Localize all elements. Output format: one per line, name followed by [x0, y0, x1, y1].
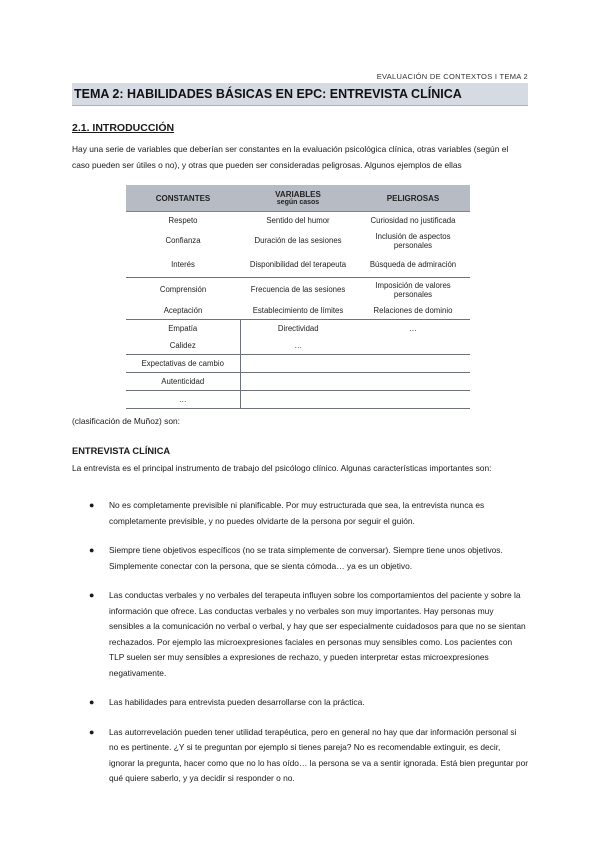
header-variables	[240, 185, 356, 212]
document-title: TEMA 2: HABILIDADES BÁSICAS EN EPC: ENTREVISTA CLÍNICA	[74, 87, 462, 101]
table-cell: Imposición de valores personales	[375, 280, 451, 299]
table-header-row	[126, 185, 470, 212]
table-cell: Confianza	[165, 236, 201, 246]
classification-note: (clasificación de Muñoz) son:	[72, 416, 180, 426]
table-cell: Búsqueda de admiración	[356, 253, 470, 278]
table-cell: Establecimiento de límites	[240, 302, 356, 320]
bullet-icon: ●	[89, 590, 95, 600]
table-cell: Empatía	[126, 320, 240, 338]
table-cell: Respeto	[168, 215, 198, 225]
table-cell	[240, 373, 356, 391]
list-item-text: Las habilidades para entrevista pueden desarrollarse con la práctica.	[109, 697, 365, 707]
characteristics-list	[72, 498, 528, 801]
header-variables-sub: según casos	[276, 199, 320, 206]
table-row	[126, 373, 470, 391]
table-row	[126, 320, 470, 338]
table-cell: Relaciones de dominio	[356, 302, 470, 320]
list-item-text: Las conductas verbales y no verbales del terapeuta influyen sobre los comportamientos del paciente y sobre la información que ofrece. Las conductas verbales y no verbales son muy importantes. Hay personas muy sensibles a la comunicación no verbal o verbal, y hay que ser especialmente cuidadosos para que no se sientan rechazados. Por ejemplo las microexpresiones faciales en personas muy sensibles como. Los pacientes con TLP suelen ser muy sensibles a expresiones de rechazo, y pueden interpretar estas microexpresiones negativamente.	[109, 590, 526, 678]
header-constantes: CONSTANTES	[126, 185, 240, 212]
table-cell: …	[409, 323, 417, 333]
running-header: EVALUACIÓN DE CONTEXTOS I TEMA 2	[376, 72, 528, 81]
header-variables-label: VARIABLES	[275, 190, 321, 199]
bullet-icon: ●	[89, 500, 95, 510]
bullet-icon: ●	[89, 545, 95, 555]
list-item-text: No es completamente previsible ni planificable. Por muy estructurada que sea, la entrevista nunca es completamente previsible, y no puedes olvidarte de la persona por seguir el guión.	[109, 500, 485, 526]
table-cell: …	[126, 391, 240, 409]
table-row	[126, 229, 470, 253]
table-row	[126, 337, 470, 355]
title-band	[72, 83, 528, 106]
table-cell	[240, 355, 356, 373]
list-item-text: Siempre tiene objetivos específicos (no se trata simplemente de conversar). Siempre tiene unos objetivos. Simplemente conectar con la persona, que se sienta cómoda… ya es un objetivo.	[109, 545, 503, 571]
table-cell: Sentido del humor	[266, 215, 330, 225]
table-row	[126, 212, 470, 230]
table-cell: Inclusión de aspectos personales	[375, 231, 451, 250]
list-item	[72, 695, 528, 711]
list-item-text: Las autorrevelación pueden tener utilidad terapéutica, pero en general no hay que dar información personal si no es pertinente. ¿Y si te preguntan por ejemplo si tienes pareja? No es recomendable extinguir, es decir, ignorar la pregunta, hacer como que no lo has oído… la persona se va a sentir ignorada. Está bien preguntar por qué quiere saberlo, y ya decidir si responder o no.	[109, 726, 529, 783]
entrevista-heading: ENTREVISTA CLÍNICA	[72, 446, 171, 456]
variables-table	[126, 185, 470, 409]
table-cell: Autenticidad	[126, 373, 240, 391]
intro-paragraph: Hay una serie de variables que deberían ser constantes en la evaluación psicológica clínica, otras variables (según el caso pueden ser útiles o no), y otras que pueden ser consideradas peligrosas. Algunos ejemplos de ellas	[72, 144, 509, 170]
list-item	[72, 498, 528, 529]
table-cell: Expectativas de cambio	[126, 355, 240, 373]
table-row	[126, 278, 470, 303]
entrevista-lead: La entrevista es el principal instrumento de trabajo del psicólogo clínico. Algunas características importantes son:	[72, 463, 492, 473]
table-cell: Disponibilidad del terapeuta	[240, 253, 356, 278]
table-cell: Comprensión	[159, 285, 207, 295]
bullet-icon: ●	[89, 697, 95, 707]
section-heading: 2.1. INTRODUCCIÓN	[72, 122, 175, 134]
table-cell: Interés	[126, 253, 240, 278]
table-cell: Duración de las sesiones	[254, 236, 342, 246]
table-cell: Aceptación	[126, 302, 240, 320]
table-cell: …	[240, 337, 356, 355]
table-row	[126, 253, 470, 278]
table-cell: Calidez	[126, 337, 240, 355]
list-item	[72, 543, 528, 574]
table-cell	[356, 355, 470, 373]
table-row	[126, 302, 470, 320]
table-cell	[356, 391, 470, 409]
header-peligrosas: PELIGROSAS	[356, 185, 470, 212]
table-cell	[356, 373, 470, 391]
table-cell: Frecuencia de las sesiones	[250, 285, 346, 295]
table-cell: Curiosidad no justificada	[370, 215, 456, 225]
table-cell	[356, 337, 470, 355]
table-cell: Directividad	[277, 323, 319, 333]
list-item	[72, 725, 528, 787]
table-cell	[240, 391, 356, 409]
bullet-icon: ●	[89, 726, 95, 737]
table-row	[126, 355, 470, 373]
table-row	[126, 391, 470, 409]
list-item	[72, 588, 528, 681]
